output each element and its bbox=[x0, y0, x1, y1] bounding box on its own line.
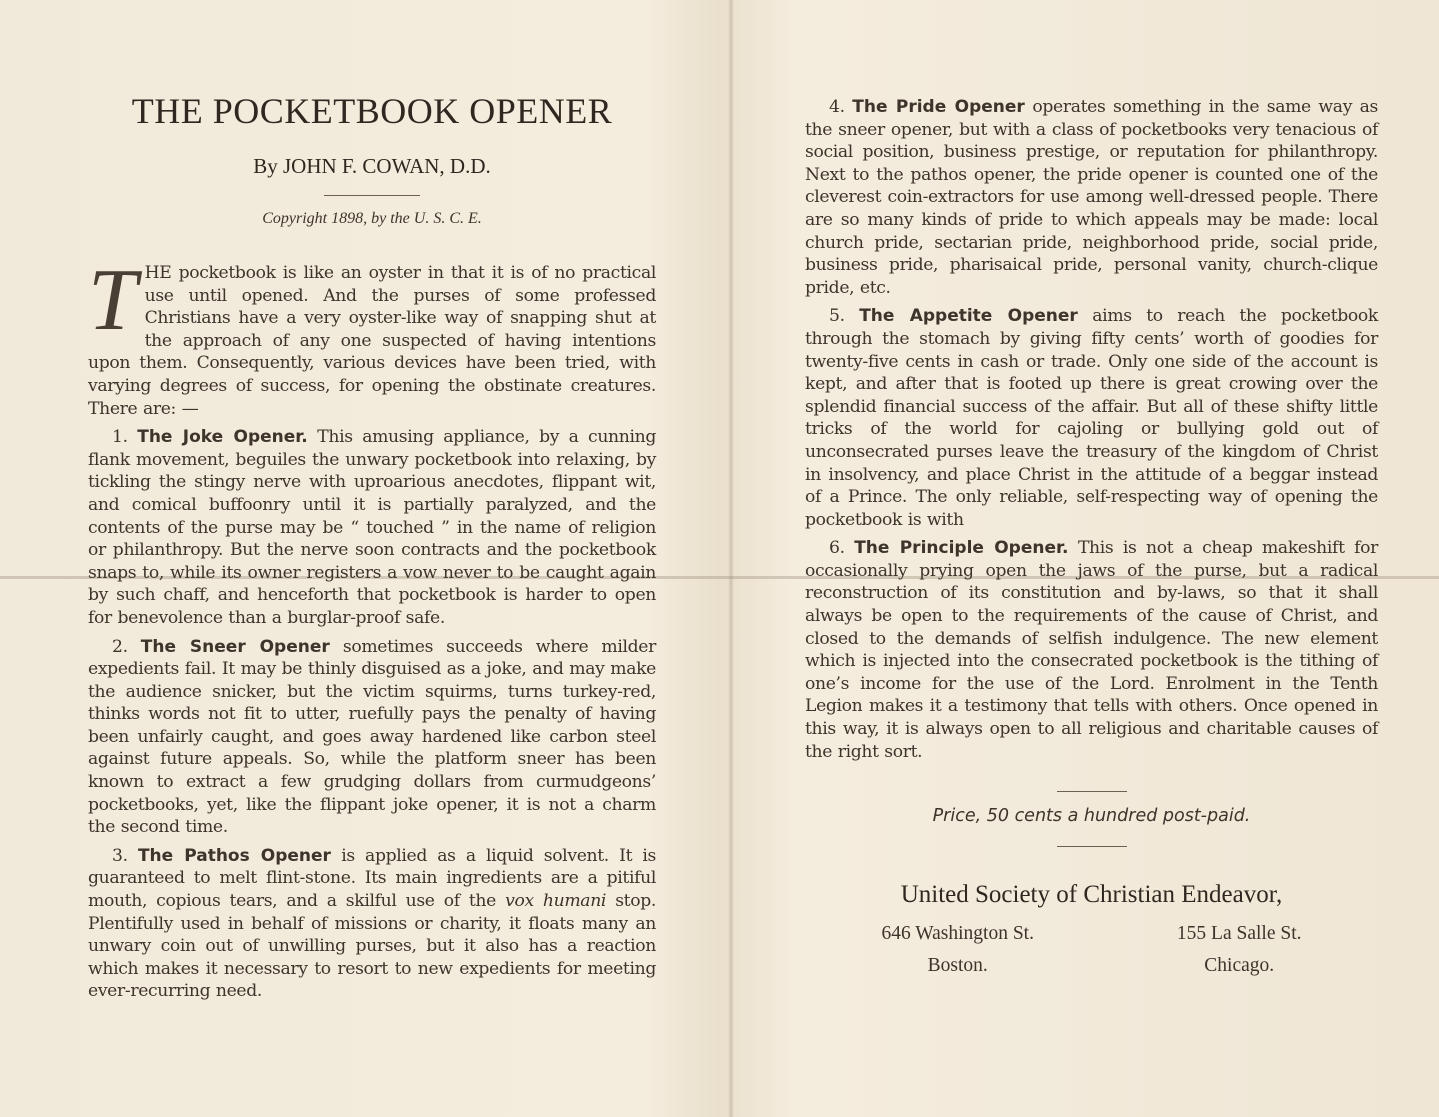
section-heading: The Appetite Opener bbox=[859, 306, 1078, 327]
intro-paragraph bbox=[88, 252, 656, 420]
publisher-addresses bbox=[882, 923, 1302, 977]
section-text: operates something in the same way as the sneer opener, but with a class of pocketbooks very tenacious of social position, business prestige, or reputation for philanthropy. Next to the pathos opener, the pride opener is counted one of the cleverest coin-extractors for use among well-dressed people. There are so many kinds of pride to which appeals may be made: local church pride, sectarian pride, neighborhood pride, social pride, business pride, pharisaical pride, personal vanity, church-clique pride, etc. bbox=[805, 97, 1378, 298]
divider bbox=[1057, 846, 1127, 847]
section-heading: The Pride Opener bbox=[852, 97, 1025, 117]
section-appetite-opener bbox=[805, 305, 1378, 531]
section-heading: The Sneer Opener bbox=[140, 636, 330, 657]
city: Boston. bbox=[927, 955, 988, 977]
section-principle-opener bbox=[805, 537, 1378, 763]
publisher-name: United Society of Christian Endeavor, bbox=[900, 881, 1283, 909]
street: 646 Washington St. bbox=[881, 923, 1034, 945]
section-text: stop. Plentifully used in behalf of missions or charity, it floats many an unwary coin out of unwilling purses, but it also has a reaction which makes it necessary to resort to new expedients for meeting ever-recurring need. bbox=[88, 891, 656, 1002]
city: Chicago. bbox=[1204, 955, 1275, 977]
section-text: sometimes succeeds where milder expedients fail. It may be thinly disguised as a joke, and may make the audience snicker, but the victim squirms, turns turkey-red, thinks words not fit to utter, ruefully pays the penalty of having been unfairly caught, and goes away hardened like carbon steel against future appeals. So, while the platform sneer has been known to extract a few grudging dollars from curmudgeons’ pocketbooks, yet, like the flippant joke opener, it is not a charm the second time. bbox=[88, 636, 656, 838]
section-text: This amusing appliance, by a cunning flank movement, beguiles the unwary pocketbook into relaxing, by tickling the stingy nerve with uproarious anecdotes, flippant wit, and comical buffoonry until it is partially paralyzed, and the contents of the purse may be “ touched ” in the name of religion or philanthropy. But the nerve soon contracts and the pocketbook snaps to, while its owner registers a vow never to be caught again by such chaff, and henceforth that pocketbook is harder to open for benevolence than a burglar-proof safe. bbox=[88, 427, 657, 628]
section-heading: The Principle Opener. bbox=[854, 538, 1069, 559]
center-fold bbox=[728, 0, 734, 1117]
section-number: 6. bbox=[829, 538, 845, 559]
right-page bbox=[805, 96, 1378, 977]
address-boston bbox=[882, 923, 1034, 977]
copyright-notice: Copyright 1898, by the U. S. C. E. bbox=[262, 210, 482, 227]
section-number: 3. bbox=[112, 845, 128, 866]
section-number: 1. bbox=[112, 427, 128, 448]
left-page bbox=[88, 90, 656, 1009]
section-pathos-opener bbox=[88, 845, 656, 1003]
street: 155 La Salle St. bbox=[1176, 923, 1302, 945]
section-heading: The Pathos Opener bbox=[137, 845, 331, 866]
section-heading: The Joke Opener. bbox=[137, 427, 308, 448]
byline: By JOHN F. COWAN, D.D. bbox=[253, 154, 491, 178]
document-title: THE POCKETBOOK OPENER bbox=[131, 91, 613, 131]
divider bbox=[324, 195, 420, 196]
section-text: is applied as a liquid solvent. It is guaranteed to melt flint-stone. Its main ingredients are a pitiful mouth, copious tears, and a skilful use of the bbox=[88, 845, 656, 912]
italic-term: vox humani bbox=[505, 891, 607, 912]
section-sneer-opener bbox=[88, 636, 656, 839]
divider bbox=[1057, 791, 1127, 792]
section-text: This is not a cheap makeshift for occasionally prying open the jaws of the purse, but a radical reconstruction of its constitution and by-laws, so that it shall always be open to the requirements of the cause of Christ, and closed to the demands of selfish indulgence. The new element which is injected into the consecrated pocketbook is the tithing of one’s income for the use of the Lord. Enrolment in the Tenth Legion makes it a testimony that tells with others. Once opened in this way, it is always open to all religious and charitable causes of the right sort. bbox=[805, 538, 1378, 762]
section-number: 4. bbox=[829, 97, 845, 117]
address-chicago bbox=[1177, 923, 1302, 977]
section-joke-opener bbox=[88, 426, 656, 629]
section-number: 5. bbox=[829, 306, 845, 327]
section-text: aims to reach the pocketbook through the stomach by giving fifty cents’ worth of goodies for twenty-five cents in cash or trade. Only one side of the account is kept, and after that is footed up there is great crowing over the splendid financial success of the affair. But all of these shifty little tricks of the world for cajoling or bullying gold out of unconsecrated purses leave the treasury of the kingdom of Christ in insolvency, and place Christ in the attitude of a beggar instead of a Prince. The only reliable, self-respecting way of opening the pocketbook is with bbox=[805, 306, 1378, 530]
section-number: 2. bbox=[112, 636, 128, 657]
price-line: Price, 50 cents a hundred post-paid. bbox=[932, 806, 1251, 827]
section-pride-opener bbox=[805, 96, 1378, 299]
intro-text: HE pocketbook is like an oyster in that it is of no practical use until opened. And the purses of some professed Christians have a very oyster-like way of snapping shut at the approach of any one suspected of having intentions upon them. Consequently, various devices have been tried, with varying degrees of success, for opening the obstinate creatures. There are: — bbox=[88, 263, 656, 419]
drop-cap: T bbox=[88, 252, 137, 349]
